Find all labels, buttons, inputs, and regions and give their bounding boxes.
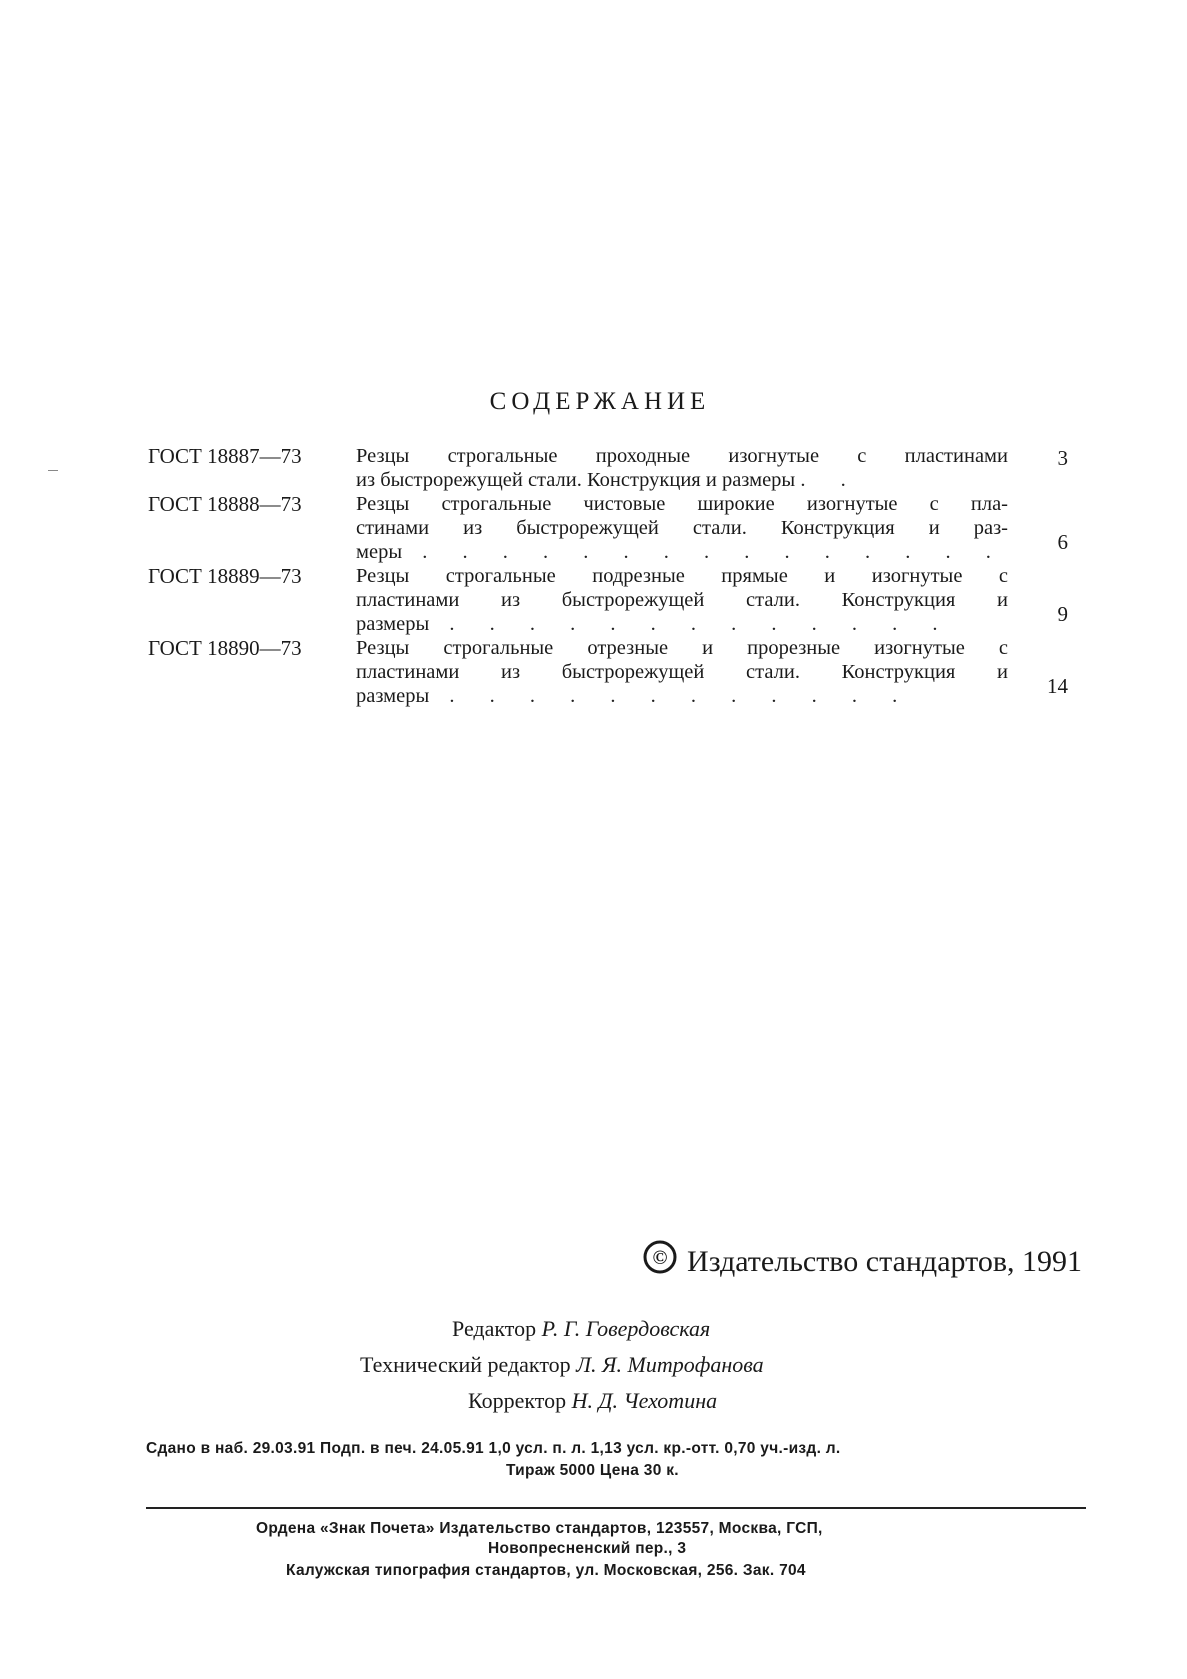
description-line-last: меры . . . . . . . . . . . . . . . bbox=[356, 541, 1006, 563]
copyright-icon bbox=[643, 1240, 677, 1282]
dot-leader: . . . . . . . . . . . . . bbox=[429, 613, 953, 635]
description-line: пластинами из быстрорежущей стали. Конструкция и bbox=[356, 661, 1008, 683]
dot-leader: . . . . . . . . . . . . bbox=[429, 685, 913, 707]
page-number: 9 bbox=[1057, 602, 1068, 626]
editor-name: Р. Г. Говердовская bbox=[541, 1316, 711, 1341]
entry-description bbox=[356, 444, 1008, 492]
entry-description bbox=[356, 564, 1008, 636]
toc-entry bbox=[148, 564, 1068, 636]
entry-description bbox=[356, 492, 1008, 564]
dot-leader: . . . . . . . . . . . . . . . bbox=[402, 541, 1006, 563]
page-number: 6 bbox=[1057, 530, 1068, 554]
print-details: Сдано в наб. 29.03.91 Подп. в печ. 24.05.91 1,0 усл. п. л. 1,13 усл. кр.-отт. 0,70 уч.-изд. л. bbox=[146, 1440, 841, 1457]
toc-entry bbox=[148, 444, 1068, 492]
description-line: Резцы строгальные отрезные и прорезные изогнутые с bbox=[356, 637, 1008, 659]
corrector-name: Н. Д. Чехотина bbox=[571, 1388, 718, 1413]
toc-entry bbox=[148, 492, 1068, 564]
standard-number: ГОСТ 18888—73 bbox=[148, 492, 302, 516]
tech-editor-name: Л. Я. Митрофанова bbox=[576, 1352, 764, 1377]
standard-number: ГОСТ 18890—73 bbox=[148, 636, 302, 660]
printing-house: Калужская типография стандартов, ул. Московская, 256. Зак. 704 bbox=[286, 1562, 806, 1579]
publisher-street: Новопресненский пер., 3 bbox=[488, 1540, 687, 1557]
standard-number: ГОСТ 18889—73 bbox=[148, 564, 302, 588]
description-line-last: из быстрорежущей стали. Конструкция и размеры . . bbox=[356, 469, 861, 491]
entry-description bbox=[356, 636, 1008, 708]
copyright-line bbox=[602, 1240, 1082, 1282]
description-line: Резцы строгальные подрезные прямые и изогнутые с bbox=[356, 565, 1008, 587]
toc-entry bbox=[148, 636, 1068, 708]
corrector-line: Корректор Н. Д. Чехотина bbox=[468, 1388, 718, 1413]
tech-editor-line: Технический редактор Л. Я. Митрофанова bbox=[360, 1352, 764, 1377]
description-line: стинами из быстрорежущей стали. Конструкция и раз- bbox=[356, 517, 1008, 539]
editor-line: Редактор Р. Г. Говердовская bbox=[452, 1316, 711, 1341]
toc-title: СОДЕРЖАНИЕ bbox=[489, 388, 711, 415]
publisher-copyright: Издательство стандартов, 1991 bbox=[687, 1245, 1082, 1278]
description-line-last: размеры . . . . . . . . . . . . . bbox=[356, 613, 953, 635]
description-line: пластинами из быстрорежущей стали. Конструкция и bbox=[356, 589, 1008, 611]
svg-text:©: © bbox=[652, 1247, 668, 1269]
description-line: Резцы строгальные чистовые широкие изогнутые с пла- bbox=[356, 493, 1008, 515]
standard-number: ГОСТ 18887—73 bbox=[148, 444, 302, 468]
page-number: 3 bbox=[1057, 446, 1068, 470]
margin-mark bbox=[48, 470, 58, 471]
circulation-price: Тираж 5000 Цена 30 к. bbox=[506, 1462, 679, 1479]
description-line-last: размеры . . . . . . . . . . . . bbox=[356, 685, 913, 707]
page-number: 14 bbox=[1047, 674, 1068, 698]
description-line: Резцы строгальные проходные изогнутые с пластинами bbox=[356, 445, 1008, 467]
dot-leader: . . bbox=[800, 469, 861, 491]
divider-rule bbox=[146, 1507, 1086, 1509]
publisher-address: Ордена «Знак Почета» Издательство стандартов, 123557, Москва, ГСП, bbox=[256, 1520, 823, 1537]
